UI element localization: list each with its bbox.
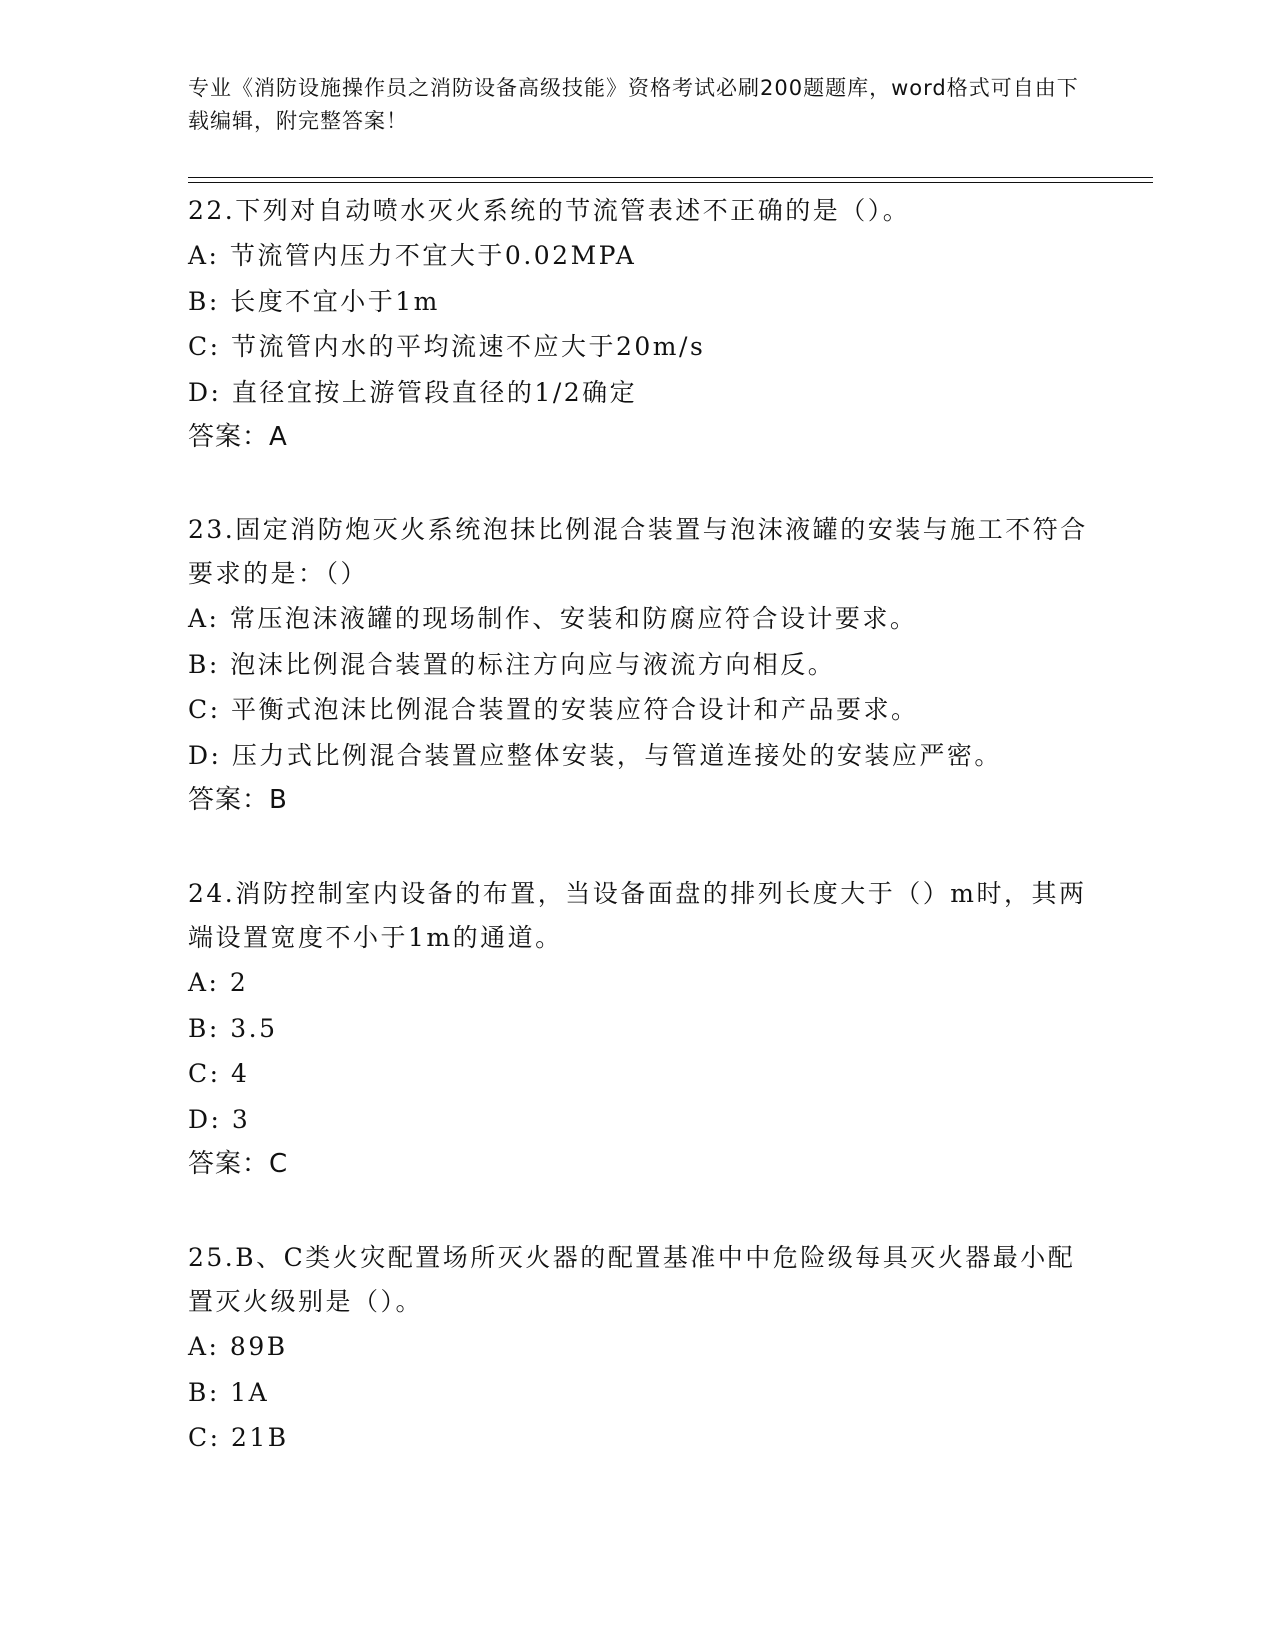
question-stem: 24.消防控制室内设备的布置，当设备面盘的排列长度大于（）m时，其两端设置宽度不小于1m的通道。: [188, 879, 1087, 952]
option-b: B: 3.5: [188, 1013, 278, 1043]
option-d: D: 直径宜按上游管段直径的1/2确定: [188, 377, 638, 407]
option-d: D: 压力式比例混合装置应整体安装，与管道连接处的安装应严密。: [188, 740, 1002, 770]
header-divider-bottom: [188, 182, 1153, 183]
answer-line: 答案：B: [188, 785, 288, 815]
option-a: A: 2: [188, 968, 249, 997]
question-stem: 22.下列对自动喷水灭火系统的节流管表述不正确的是（）。: [188, 196, 911, 225]
question-23: [188, 508, 1088, 823]
question-stem: 25.B、C类火灾配置场所灭火器的配置基准中中危险级每具灭火器最小配置灭火级别是（）。: [188, 1243, 1076, 1316]
option-c: C: 4: [188, 1059, 250, 1088]
option-b: B: 长度不宜小于1m: [188, 286, 440, 316]
option-a: A: 常压泡沫液罐的现场制作、安装和防腐应符合设计要求。: [188, 604, 918, 633]
question-25: [188, 1236, 1088, 1461]
question-stem: 23.固定消防炮灭火系统泡抹比例混合装置与泡沫液罐的安装与施工不符合要求的是：（）: [188, 515, 1088, 588]
header-divider-top: [188, 177, 1153, 178]
option-d: D: 3: [188, 1104, 251, 1134]
question-24: [188, 872, 1088, 1187]
question-22: [188, 189, 1088, 460]
option-c: C: 21B: [188, 1423, 289, 1452]
option-b: B: 1A: [188, 1377, 270, 1407]
document-header-description: 专业《消防设施操作员之消防设备高级技能》资格考试必刷200题题库，word格式可自由下载编辑，附完整答案！: [188, 76, 1079, 133]
answer-line: 答案：A: [188, 422, 288, 452]
option-a: A: 89B: [188, 1332, 288, 1361]
option-b: B: 泡沫比例混合装置的标注方向应与液流方向相反。: [188, 649, 836, 679]
option-c: C: 节流管内水的平均流速不应大于20m/s: [188, 332, 706, 361]
option-a: A: 节流管内压力不宜大于0.02MPA: [188, 241, 637, 270]
answer-line: 答案：C: [188, 1149, 289, 1179]
option-c: C: 平衡式泡沫比例混合装置的安装应符合设计和产品要求。: [188, 695, 919, 724]
